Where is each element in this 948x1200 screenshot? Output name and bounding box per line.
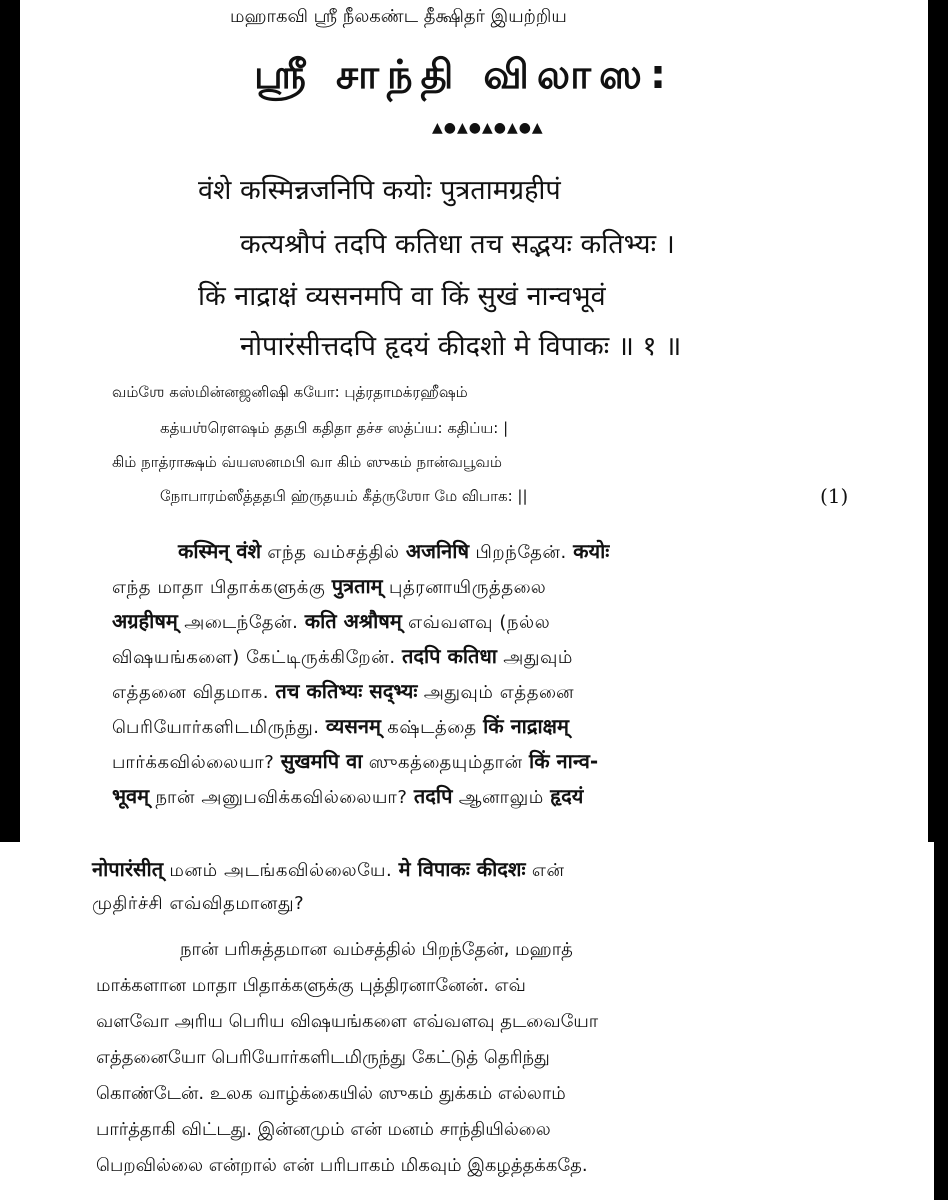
verse-line: वंशे कस्मिन्नजनिपि कयोः पुत्रतामग्रहीपं (198, 175, 561, 206)
tamil-gloss: நான் அனுபவிக்கவில்லையா? (149, 787, 414, 808)
verse-number: (1) (820, 484, 849, 508)
tamil-gloss: அதுவும் எத்தனை (417, 682, 575, 703)
tamil-gloss: அடைந்தேன். (177, 612, 305, 633)
subtitle: மஹாகவி ஸ்ரீ நீலகண்ட தீக்ஷிதர் இயற்றிய (230, 6, 567, 27)
text-line: பார்த்தாகி விட்டது. இன்னமும் என் மனம் சாந்தியில்லை (96, 1119, 551, 1140)
sanskrit-term: तदपि (413, 784, 453, 808)
sanskrit-term: हृदयं (550, 784, 584, 808)
transliteration-line: வம்ஶே கஸ்மின்னஜனிஷி கயோ: புத்ரதாமக்ரஹீஷம் (112, 383, 468, 401)
text-line: வளவோ அரிய பெரிய விஷயங்களை எவ்வளவு தடவையோ (96, 1011, 599, 1032)
tamil-gloss: முதிர்ச்சி எவ்விதமானது? (92, 893, 305, 914)
sanskrit-term: किं नान्व- (529, 749, 599, 773)
text-line (92, 856, 565, 884)
text-line (112, 713, 569, 741)
page-lower (0, 842, 934, 1200)
sanskrit-term: अजनिषि (405, 539, 469, 563)
text-line (92, 890, 304, 917)
transliteration-line: கத்யஶ்ரௌஷம் ததபி கதிதா தச்ச ஸத்ப்ய: கதிப்ய: | (160, 419, 509, 437)
text-line (112, 678, 574, 706)
tamil-gloss: ஸுகத்தையும்தான் (362, 752, 530, 773)
transliteration-line: கிம் நாத்ராக்ஷம் வ்யஸனமபி வா கிம் ஸுகம் நான்வபூவம் (112, 453, 502, 471)
text-line: பெறவில்லை என்றால் என் பரிபாகம் மிகவும் இகழத்தக்கதே. (96, 1155, 588, 1176)
text-line (112, 783, 583, 811)
tamil-gloss: விஷயங்களை) கேட்டிருக்கிறேன். (112, 647, 402, 668)
text-line: கொண்டேன். உலக வாழ்க்கையில் ஸுகம் துக்கம் எல்லாம் (96, 1083, 566, 1104)
tamil-gloss: கஷ்டத்தை (380, 717, 484, 738)
tamil-gloss: ஆனாலும் (452, 787, 551, 808)
tamil-gloss: எந்த வம்சத்தில் (261, 542, 406, 563)
sanskrit-term: व्यसनम् (325, 714, 381, 738)
tamil-gloss: எத்தனை விதமாக. (112, 682, 276, 703)
tamil-gloss: பார்க்கவில்லையா? (112, 752, 281, 773)
tamil-gloss: அதுவும் (496, 647, 573, 668)
transliteration-line: நோபாரம்ஸீத்ததபி ஹ்ருதயம் கீத்ருஶோ மே விபாக: || (160, 487, 528, 505)
tamil-gloss: எவ்வளவு (நல்ல (401, 612, 551, 633)
tamil-gloss: மனம் அடங்கவில்லையே. (163, 860, 399, 881)
text-line (112, 748, 598, 776)
sanskrit-term: कयोः (573, 539, 610, 563)
sanskrit-term: मे विपाकः कीदशः (398, 857, 526, 881)
verse-line: किं नाद्राक्षं व्यसनमपि वा किं सुखं नान्वभूवं (198, 281, 606, 312)
text-line: மாக்களான மாதா பிதாக்களுக்கு புத்திரனானேன். எவ் (96, 975, 526, 996)
text-line (112, 573, 546, 601)
tamil-gloss: என் (525, 860, 565, 881)
tamil-gloss: பிறந்தேன். (469, 542, 574, 563)
sanskrit-term: तदपि कतिधा (401, 644, 497, 668)
text-line (112, 608, 550, 636)
sanskrit-term: किं नाद्राक्षम् (483, 714, 569, 738)
sanskrit-term: अग्रहीषम् (112, 609, 178, 633)
sanskrit-term: तच कतिभ्यः सद्भ्यः (275, 679, 418, 703)
sanskrit-term: कस्मिन् वंशे (178, 539, 262, 563)
verse-line: कत्यश्रौपं तदपि कतिधा तच सद्भयः कतिभ्यः । (240, 229, 675, 260)
sanskrit-term: भूवम् (112, 784, 150, 808)
page-upper (20, 0, 928, 842)
text-line: நான் பரிசுத்தமான வம்சத்தில் பிறந்தேன், மஹாத் (180, 939, 573, 960)
tamil-gloss: பெரியோர்களிடமிருந்து. (112, 717, 326, 738)
ornament: ▲●▲●▲●▲●▲ (432, 120, 544, 136)
text-line: எத்தனையோ பெரியோர்களிடமிருந்து கேட்டுத் தெரிந்து (96, 1047, 550, 1068)
tamil-gloss: எந்த மாதா பிதாக்களுக்கு (112, 577, 332, 598)
tamil-gloss: புத்ரனாயிருத்தலை (382, 577, 547, 598)
sanskrit-term: नोपारंसीत् (92, 857, 164, 881)
sanskrit-term: पुत्रताम् (331, 574, 383, 598)
text-line (178, 538, 609, 566)
verse-line: नोपारंसीत्तदपि हृदयं कीदशो मे विपाकः ॥ १ ॥ (240, 331, 682, 362)
page-title: ஸ்ரீ சாந்தி விலாஸ: (254, 52, 674, 98)
sanskrit-term: कति अश्रौषम् (304, 609, 402, 633)
text-line (112, 643, 573, 671)
sanskrit-term: सुखमपि वा (280, 749, 363, 773)
